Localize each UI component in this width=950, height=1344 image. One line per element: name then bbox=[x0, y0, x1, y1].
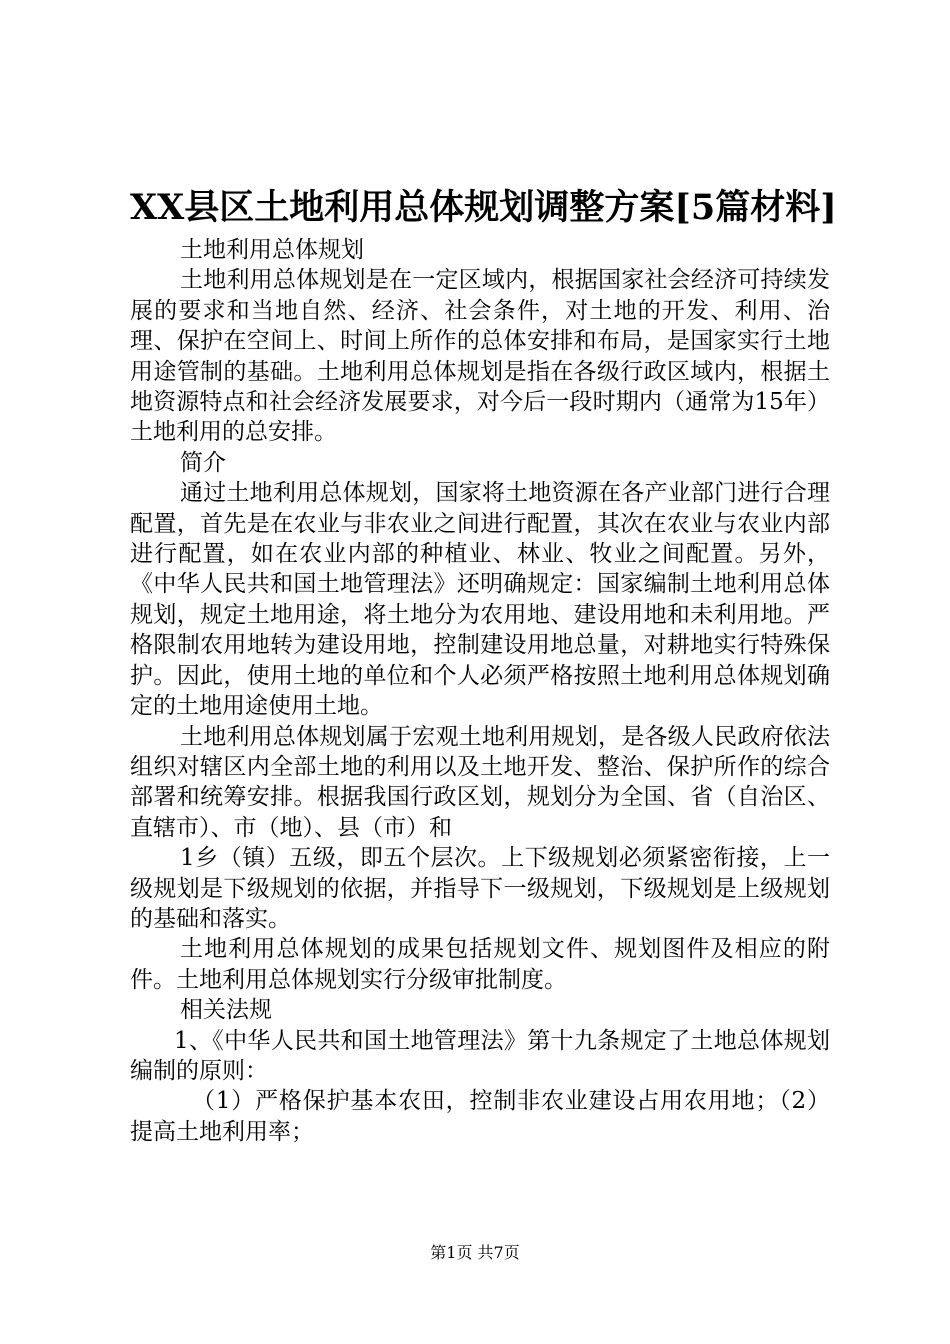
paragraph-article-19: 1、《中华人民共和国土地管理法》第十九条规定了土地总体规划编制的原则： bbox=[130, 1027, 830, 1084]
document-title: XX县区土地利用总体规划调整方案[5篇材料] bbox=[130, 187, 837, 228]
section-heading-land-use-plan: 土地利用总体规划 bbox=[180, 237, 364, 263]
section-heading-regulations: 相关法规 bbox=[180, 997, 272, 1024]
page-footer: 第1页 共7页 bbox=[430, 1243, 520, 1262]
paragraph-definition: 土地利用总体规划是在一定区域内，根据国家社会经济可持续发展的要求和当地自然、经济、社会条件，对土地的开发、利用、治理、保护在空间上、时间上所作的总体安排和布局，是国家实行土地用途管制的基础。土地利用总体规划是指在各级行政区域内，根据土地资源特点和社会经济发展要求，对今后一段时期内（通常为15年）土地利用的总安排。 bbox=[130, 267, 830, 446]
paragraph-macro-planning: 土地利用总体规划属于宏观土地利用规划，是各级人民政府依法组织对辖区内全部土地的利用以及土地开发、整治、保护所作的综合部署和统筹安排。根据我国行政区划，规划分为全国、省（自治区、直辖市）、市（地）、县（市）和 bbox=[130, 723, 830, 841]
paragraph-principles-list: （1）严格保护基本农田，控制非农业建设占用农用地；（2）提高土地利用率； bbox=[130, 1088, 830, 1145]
paragraph-five-levels: 1乡（镇）五级，即五个层次。上下级规划必须紧密衔接，上一级规划是下级规划的依据，并指导下一级规划，下级规划是上级规划的基础和落实。 bbox=[130, 845, 830, 932]
paragraph-results: 土地利用总体规划的成果包括规划文件、规划图件及相应的附件。土地利用总体规划实行分级审批制度。 bbox=[130, 936, 830, 993]
section-heading-introduction: 简介 bbox=[180, 449, 226, 476]
document-body bbox=[130, 235, 830, 1147]
paragraph-introduction: 通过土地利用总体规划，国家将土地资源在各产业部门进行合理配置，首先是在农业与非农业之间进行配置，其次在农业与农业内部进行配置，如在农业内部的种植业、林业、牧业之间配置。另外，《中华人民共和国土地管理法》还明确规定：国家编制土地利用总体规划，规定土地用途，将土地分为农用地、建设用地和未利用地。严格限制农用地转为建设用地，控制建设用地总量，对耕地实行特殊保护。因此，使用土地的单位和个人必须严格按照土地利用总体规划确定的土地用途使用土地。 bbox=[130, 480, 830, 720]
